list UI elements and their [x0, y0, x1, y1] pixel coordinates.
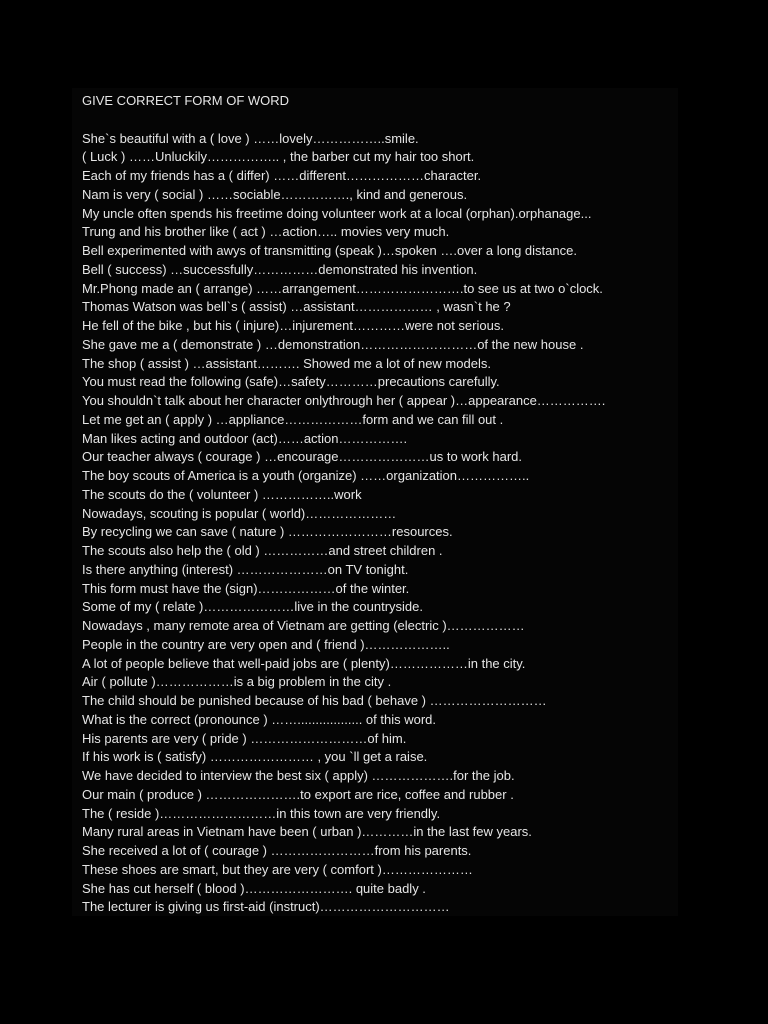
exercise-line: Our main ( produce ) ………………….to export are rice, coffee and rubber . — [82, 786, 514, 802]
exercise-line: Our teacher always ( courage ) …encourage…………………us to work hard. — [82, 449, 523, 465]
exercise-line: Man likes acting and outdoor (act)……action……………. — [82, 430, 408, 446]
exercise-line: Thomas Watson was bell`s ( assist) …assistant……………… , wasn`t he ? — [82, 299, 511, 315]
exercise-line: Each of my friends has a ( differ) ……different………………character. — [82, 168, 482, 184]
exercise-line: Some of my ( relate )…………………live in the countryside. — [82, 599, 423, 615]
exercise-line: The child should be punished because of his bad ( behave ) ……………………… — [82, 693, 547, 709]
exercise-line: If his work is ( satisfy) …………………… , you `ll get a raise. — [82, 749, 428, 765]
exercise-line: You shouldn`t talk about her character onlythrough her ( appear )…appearance……………. — [82, 393, 606, 409]
exercise-line: The ( reside )………………………in this town are very friendly. — [82, 805, 441, 821]
exercise-line: Many rural areas in Vietnam have been ( urban )…………in the last few years. — [82, 824, 532, 840]
exercise-line: My uncle often spends his freetime doing volunteer work at a local (orphan).orphanage... — [82, 205, 592, 221]
exercise-line: She has cut herself ( blood )……………………. quite badly . — [82, 880, 426, 896]
exercise-line: The scouts do the ( volunteer ) ……………..work — [82, 486, 362, 502]
exercise-line: The lecturer is giving us first-aid (instruct)………………………… — [82, 899, 450, 915]
exercise-line: Is there anything (interest) …………………on TV tonight. — [82, 561, 409, 577]
exercise-line: We have decided to interview the best six ( apply) ……………….for the job. — [82, 768, 515, 784]
exercise-line: This form must have the (sign)………………of the winter. — [82, 580, 410, 596]
exercise-line: Trung and his brother like ( act ) …action….. movies very much. — [82, 224, 450, 240]
exercise-line: His parents are very ( pride ) ………………………of him. — [82, 730, 407, 746]
exercise-line: She received a lot of ( courage ) ……………………from his parents. — [82, 843, 472, 859]
exercise-line: Bell ( success) …successfully……………demonstrated his invention. — [82, 261, 478, 277]
exercise-line: Mr.Phong made an ( arrange) ……arrangement…………………….to see us at two o`clock. — [82, 280, 603, 296]
exercise-line: ( Luck ) ……Unluckily…………….. , the barber cut my hair too short. — [82, 149, 475, 165]
exercise-line: People in the country are very open and ( friend )……………….. — [82, 636, 450, 652]
exercise-list — [82, 130, 674, 918]
exercise-line: Air ( pollute )………………is a big problem in the city . — [82, 674, 392, 690]
exercise-line: Let me get an ( apply ) …appliance………………form and we can fill out . — [82, 411, 504, 427]
exercise-line: Nowadays , many remote area of Vietnam are getting (electric )……………… — [82, 618, 525, 634]
exercise-line: He fell of the bike , but his ( injure)…injurement…………were not serious. — [82, 318, 504, 334]
exercise-line: Nam is very ( social ) ……sociable……………., kind and generous. — [82, 186, 468, 202]
exercise-line: What is the correct (pronounce ) …….................. of this word. — [82, 711, 437, 727]
exercise-line: Bell experimented with awys of transmitting (speak )…spoken ….over a long distance. — [82, 243, 577, 259]
exercise-line: She`s beautiful with a ( love ) ……lovely……………..smile. — [82, 130, 419, 146]
title-spacer — [82, 111, 674, 130]
exercise-line: The scouts also help the ( old ) ……………and street children . — [82, 543, 443, 559]
exercise-line: She gave me a ( demonstrate ) …demonstration………………………of the new house . — [82, 336, 584, 352]
exercise-line: These shoes are smart, but they are very ( comfort )………………… — [82, 861, 473, 877]
exercise-line: A lot of people believe that well-paid jobs are ( plenty)………………in the city. — [82, 655, 526, 671]
exercise-line: The boy scouts of America is a youth (organize) ……organization…………….. — [82, 468, 530, 484]
exercise-line: By recycling we can save ( nature ) ……………………resources. — [82, 524, 453, 540]
exercise-line: You must read the following (safe)…safety…………precautions carefully. — [82, 374, 500, 390]
exercise-line: The shop ( assist ) …assistant………. Showed me a lot of new models. — [82, 355, 491, 371]
page-title: GIVE CORRECT FORM OF WORD — [82, 93, 290, 108]
exercise-document — [82, 92, 674, 917]
exercise-line: Nowadays, scouting is popular ( world)………………… — [82, 505, 397, 521]
